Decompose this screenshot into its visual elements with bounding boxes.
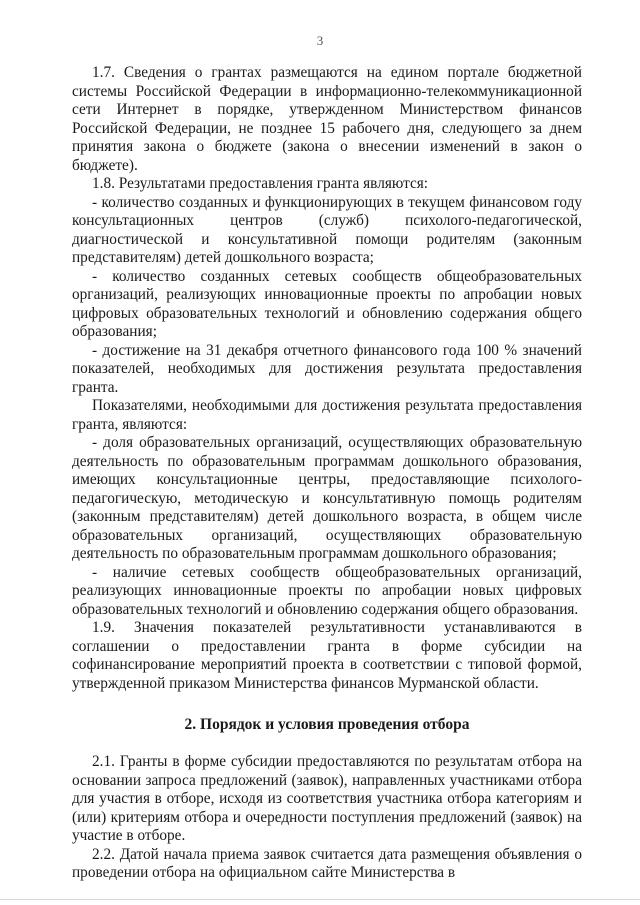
paragraph-1-8: 1.8. Результатами предоставления гранта являются: [92,175,429,192]
result-item-indicator-achievement: - достижение на 31 декабря отчетного финансового года 100 % значений показателей, необходимых для достижения результата предоставления гранта. [72,341,582,396]
paragraph-1-7: 1.7. Сведения о грантах размещаются на едином портале бюджетной системы Российской Федерации в информационно-телекоммуникационной сети Интернет в порядке, утвержденном Министерством финансов Российской Федерации, не позднее 15 рабочего дня, следующего за днем принятия закона о бюджете (закона о внесении изменений в закон о бюджете). [72,64,582,174]
page-bottom-edge [0,899,640,900]
result-item-network-communities: - количество созданных сетевых сообществ общеобразовательных организаций, реализующих инновационные проекты по апробации новых цифровых образовательных технологий и обновлению содержания общего образования; [72,267,582,340]
indicators-intro: Показателями, необходимыми для достижения результата предоставления гранта, являются: [72,397,582,433]
document-body [72,64,582,883]
paragraph-2-1: 2.1. Гранты в форме субсидии предоставляются по результатам отбора на основании запроса предложений (заявок), направленных участниками отбора для участия в отборе, исходя из соответствия участника отбора категориям и (или) критериям отбора и очередности поступления предложений (заявок) на участие в отборе. [72,753,582,844]
page-number: 3 [316,33,324,48]
paragraph-2-2: 2.2. Датой начала приема заявок считается дата размещения объявления о проведении отбора на официальном сайте Министерства в [72,845,582,881]
result-item-consulting-centers: - количество созданных и функционирующих в текущем финансовом году консультационных центров (служб) психолого-педагогической, диагностической и консультативной помощи родителям (законным представителям) детей дошкольного возраста; [72,193,582,266]
indicator-item-share-of-organizations: - доля образовательных организаций, осуществляющих образовательную деятельность по образовательным программам дошкольного образования, имеющих консультационные центры, предоставляющие психолого-педагогическую, методическую и консультативную помощь родителям (законным представителям) детей дошкольного возраста, в общем числе образовательных организаций, осуществляющих образовательную деятельность по образовательным программам дошкольного образования; [72,434,582,562]
section-heading: 2. Порядок и условия проведения отбора [184,716,470,733]
paragraph-1-9: 1.9. Значения показателей результативности устанавливаются в соглашении о предоставлении гранта в форме субсидии на софинансирование мероприятий проекта в соответствии с типовой формой, утвержденной приказом Министерства финансов Мурманской области. [72,619,582,692]
indicator-item-network-communities: - наличие сетевых сообществ общеобразовательных организаций, реализующих инновационные проекты по апробации новых цифровых образовательных технологий и обновлению содержания общего образования. [72,563,582,618]
